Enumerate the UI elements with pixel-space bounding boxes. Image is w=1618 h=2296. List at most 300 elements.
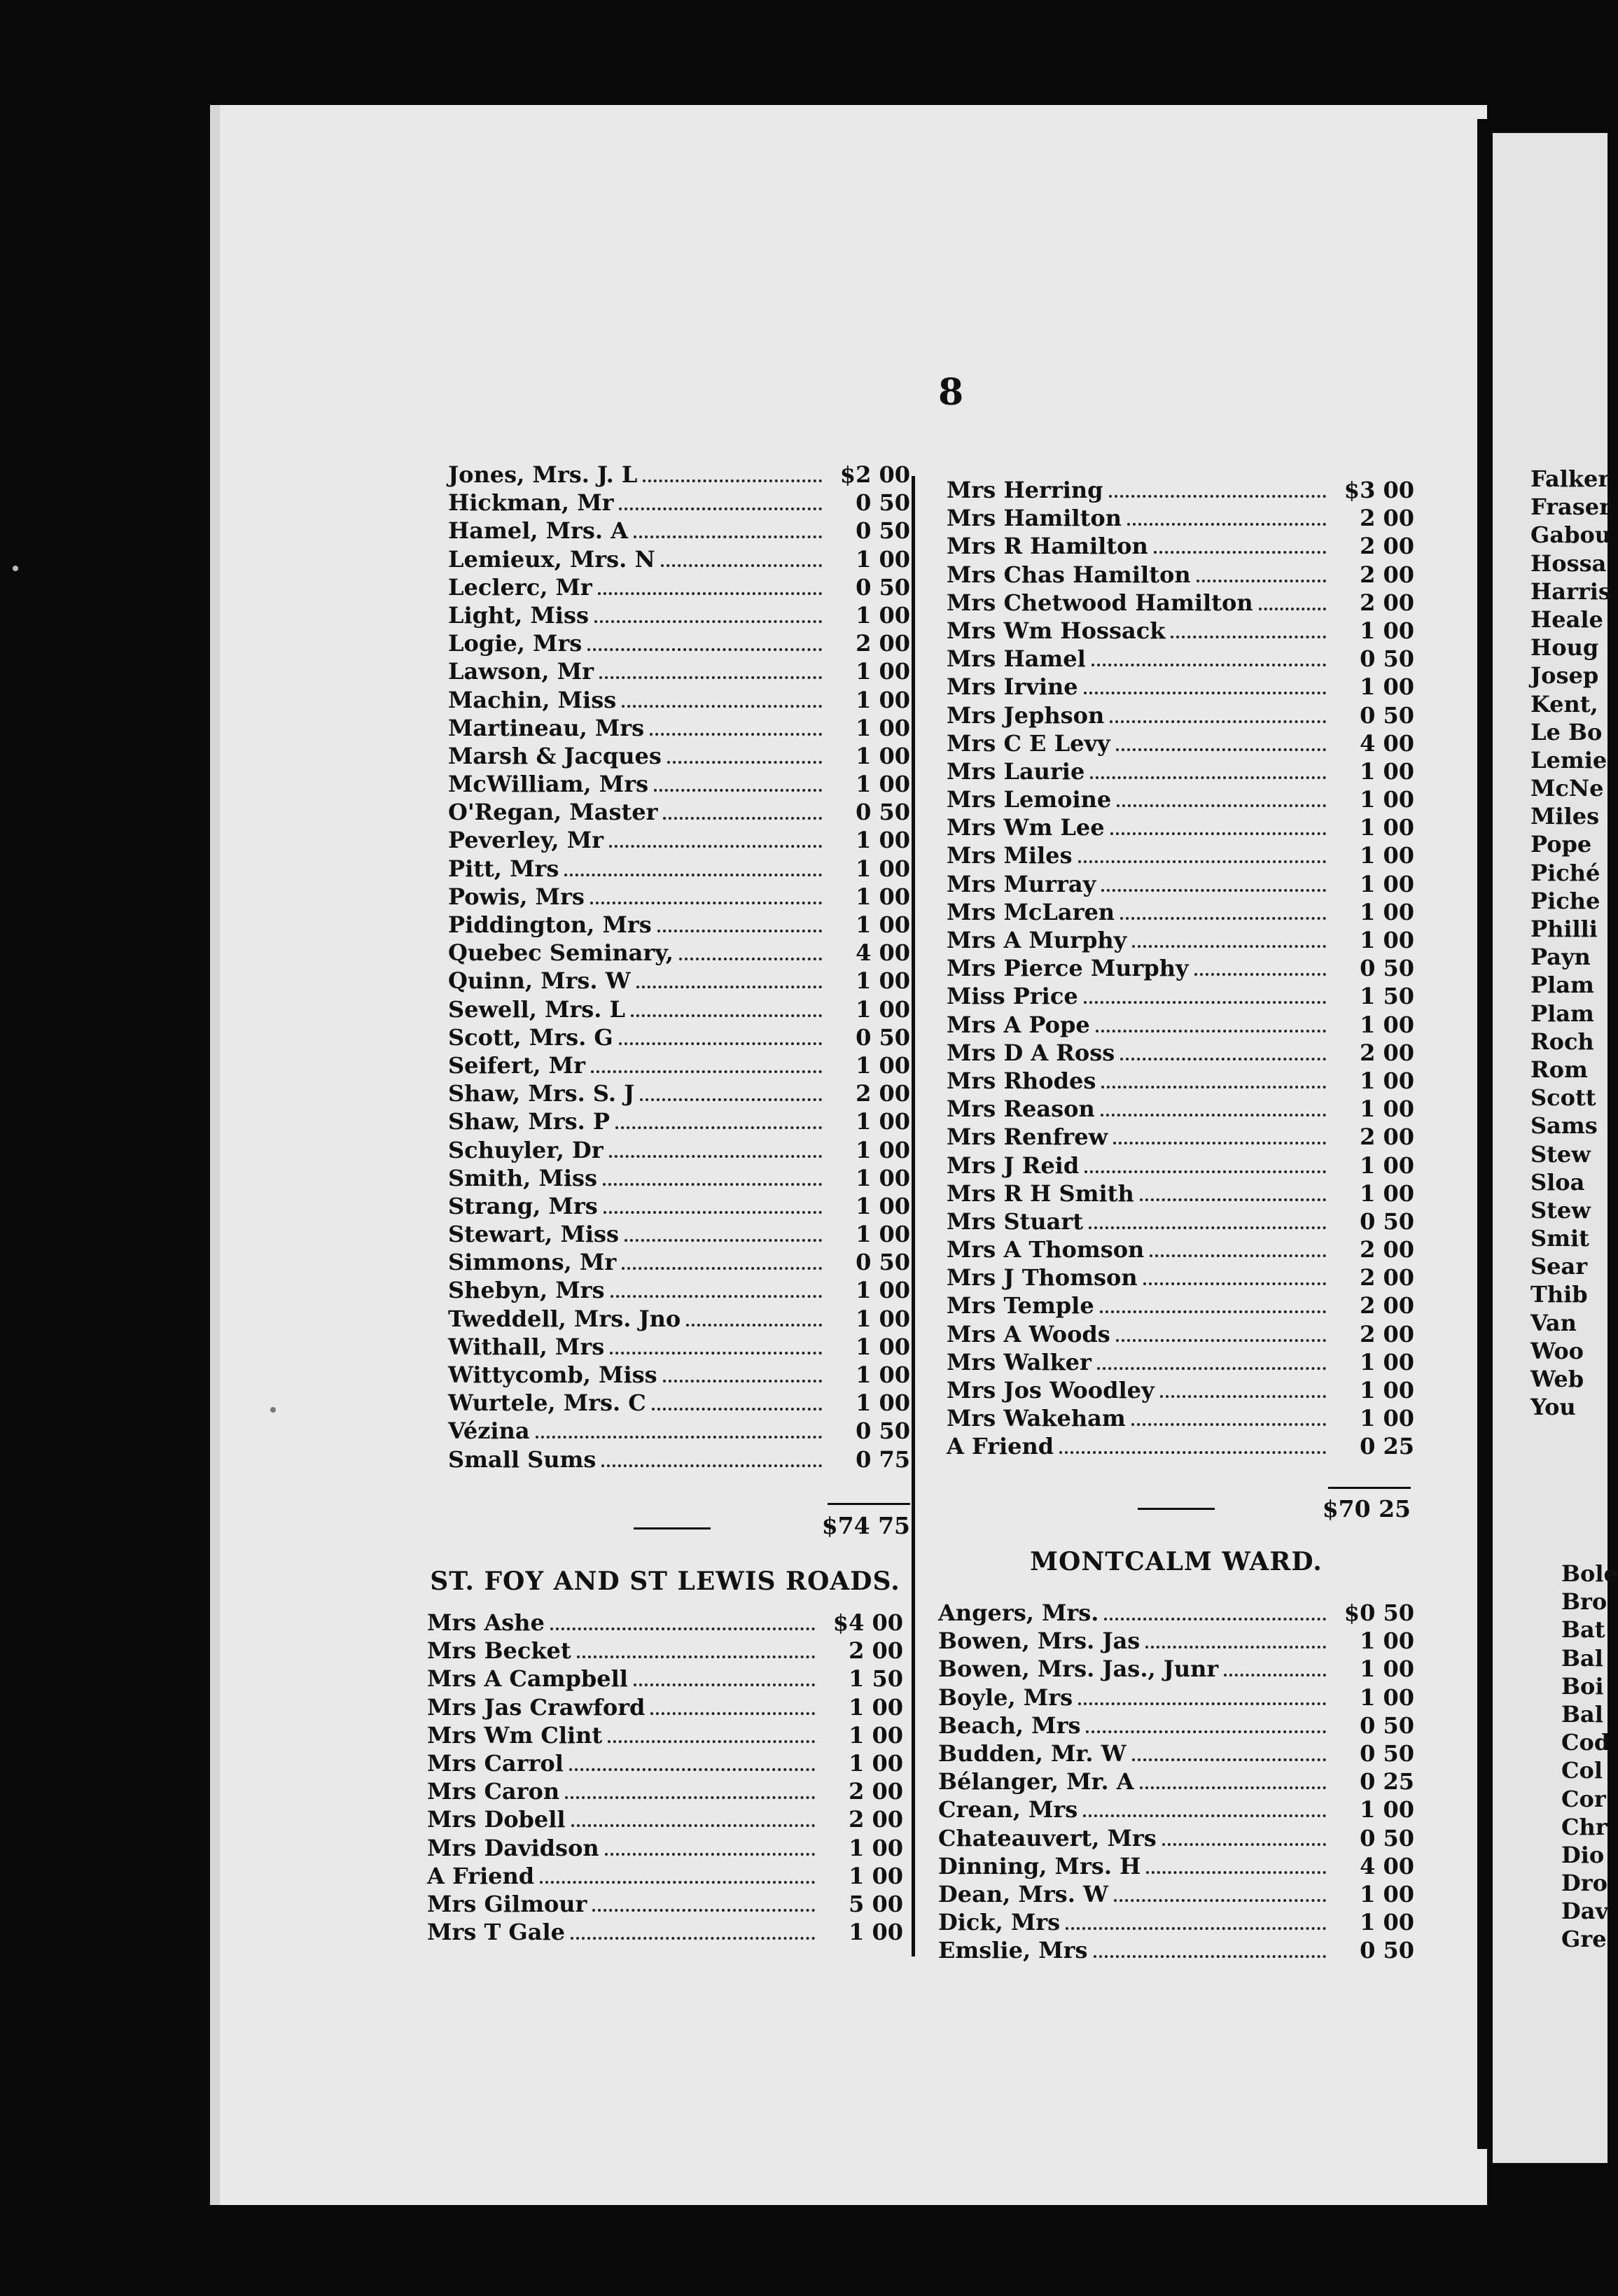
list-entry	[427, 1890, 903, 1918]
dot-leader	[643, 479, 822, 482]
dot-leader	[1197, 580, 1326, 582]
fragment-text: Piché	[1530, 859, 1600, 886]
entry-name: Withall, Mrs	[448, 1333, 605, 1360]
list-entry	[938, 1684, 1414, 1712]
fragment-entry	[1561, 1672, 1607, 1700]
entry-amount: 1 00	[1360, 757, 1414, 785]
entry-amount: 1 00	[1360, 927, 1414, 953]
fragment-text: Pope	[1530, 831, 1592, 858]
fragment-entry	[1530, 550, 1607, 578]
left-column-total: $74 75	[821, 1512, 910, 1539]
list-entry	[947, 926, 1414, 954]
entry-amount: 1 00	[1360, 617, 1414, 644]
dot-leader	[550, 1628, 815, 1630]
dot-leader	[1084, 1001, 1326, 1004]
page-number: 8	[938, 371, 964, 414]
entry-name: Smith, Miss	[448, 1164, 598, 1191]
fragment-text: Cor	[1561, 1785, 1606, 1812]
dot-leader	[634, 1684, 815, 1686]
dot-leader	[636, 986, 822, 988]
fragment-entry	[1530, 1393, 1607, 1421]
list-entry	[448, 573, 910, 601]
list-entry	[947, 785, 1414, 813]
entry-name: Mrs Gilmour	[427, 1890, 587, 1917]
list-entry	[427, 1721, 903, 1749]
dot-leader	[1114, 1899, 1326, 1902]
fragment-text: Le Bo	[1530, 718, 1603, 746]
entry-name: Mrs Davidson	[427, 1834, 599, 1861]
dot-leader	[594, 620, 822, 623]
list-entry	[448, 1192, 910, 1220]
entry-name: Lemieux, Mrs. N	[448, 545, 655, 573]
list-entry	[947, 532, 1414, 560]
page-gutter	[1477, 119, 1493, 2149]
entry-amount: 1 00	[1360, 1011, 1414, 1038]
entry-amount: 1 00	[856, 1192, 910, 1219]
dot-leader	[608, 1740, 815, 1743]
dot-leader	[1146, 1871, 1326, 1874]
fragment-entry	[1561, 1644, 1607, 1672]
entry-name: Shebyn, Mrs	[448, 1277, 605, 1304]
fragment-entry	[1530, 1309, 1607, 1337]
entry-name: Leclerc, Mr	[448, 573, 592, 601]
fragment-text: Miles	[1530, 803, 1600, 830]
right-column-total: $70 25	[1322, 1495, 1411, 1522]
list-entry	[947, 898, 1414, 926]
entry-amount: 2 00	[1360, 1320, 1414, 1348]
list-entry	[947, 1067, 1414, 1095]
list-entry	[448, 1446, 910, 1474]
list-entry	[448, 657, 910, 685]
dot-leader	[1194, 973, 1326, 976]
entry-name: Mrs A Campbell	[427, 1665, 628, 1693]
list-entry	[448, 601, 910, 629]
fragment-entry	[1530, 1252, 1607, 1280]
list-entry	[448, 714, 910, 742]
entry-name: Marsh & Jacques	[448, 742, 662, 769]
entry-amount: 1 00	[1360, 1880, 1414, 1907]
dot-leader	[603, 1183, 822, 1186]
entry-amount: 1 00	[856, 827, 910, 854]
fragment-entry	[1530, 1140, 1607, 1168]
list-entry	[947, 982, 1414, 1010]
entry-name: Bowen, Mrs. Jas., Junr	[938, 1656, 1219, 1683]
fragment-entry	[1530, 606, 1607, 634]
list-entry	[427, 1834, 903, 1862]
dot-leader	[622, 1267, 822, 1270]
entry-name: A Friend	[427, 1862, 535, 1889]
list-entry	[427, 1862, 903, 1890]
fragment-entry	[1530, 465, 1610, 493]
dot-leader	[1171, 636, 1326, 638]
dot-leader	[590, 902, 822, 904]
entry-name: Seifert, Mr	[448, 1051, 585, 1079]
entry-amount: 1 00	[1360, 673, 1414, 701]
entry-amount: 2 00	[1360, 1264, 1414, 1292]
left-total-rule	[828, 1503, 910, 1505]
fragment-text: Bat	[1561, 1616, 1605, 1644]
entry-name: Bélanger, Mr. A	[938, 1768, 1134, 1795]
entry-amount: 1 00	[1360, 1405, 1414, 1432]
fragment-entry	[1530, 971, 1607, 999]
entry-name: Mrs Caron	[427, 1778, 560, 1805]
fragment-text: Lemie	[1530, 746, 1607, 774]
fragment-entry	[1530, 915, 1607, 943]
entry-name: Mrs J Thomson	[947, 1264, 1138, 1292]
dot-leader	[1097, 1367, 1326, 1370]
list-entry	[448, 770, 910, 798]
entry-amount: 0 50	[856, 1023, 910, 1051]
fragment-text: Harris	[1530, 578, 1611, 605]
dot-leader	[652, 1408, 822, 1410]
list-entry	[947, 1208, 1414, 1236]
fragment-entry	[1530, 830, 1607, 858]
fragment-entry	[1530, 493, 1611, 521]
entry-name: Hamel, Mrs. A	[448, 517, 629, 545]
right-total-rule	[1328, 1487, 1411, 1489]
entry-amount: 2 00	[849, 1637, 903, 1665]
dot-leader	[571, 1824, 815, 1827]
entry-name: Powis, Mrs	[448, 883, 585, 910]
fragment-entry	[1530, 1337, 1607, 1365]
entry-name: Mrs Chas Hamilton	[947, 561, 1191, 588]
entry-amount: 1 00	[849, 1693, 903, 1721]
list-entry	[947, 1236, 1414, 1264]
list-entry	[448, 1248, 910, 1276]
entry-name: O'Regan, Master	[448, 799, 658, 826]
list-entry	[947, 589, 1414, 617]
list-entry	[947, 1264, 1414, 1292]
fragment-text: Dio	[1561, 1841, 1605, 1868]
dot-leader	[604, 1211, 822, 1214]
entry-name: Mrs R H Smith	[947, 1180, 1134, 1207]
dot-leader	[1143, 1282, 1326, 1285]
dot-leader	[1145, 1646, 1326, 1648]
entry-name: Mrs Chetwood Hamilton	[947, 589, 1253, 616]
dot-leader	[1131, 1423, 1326, 1426]
fragment-entry	[1530, 1224, 1607, 1252]
entry-amount: 2 00	[1360, 1292, 1414, 1320]
dot-leader	[1140, 1198, 1326, 1201]
dot-leader	[1101, 1114, 1326, 1116]
entry-amount: 1 00	[856, 1390, 910, 1417]
entry-amount: 1 00	[856, 1164, 910, 1191]
fragment-text: Houg	[1530, 634, 1599, 662]
entry-amount: 4 00	[856, 939, 910, 967]
fragment-text: Payn	[1530, 944, 1591, 971]
entry-amount: 1 00	[856, 1305, 910, 1332]
dot-leader	[663, 817, 822, 820]
entry-name: McWilliam, Mrs	[448, 771, 649, 798]
entry-name: Martineau, Mrs	[448, 714, 645, 741]
entry-amount: 2 00	[1360, 589, 1414, 616]
fragment-entry	[1561, 1588, 1607, 1616]
entry-amount: 1 00	[856, 995, 910, 1023]
dot-leader	[667, 761, 822, 764]
scan-speck	[270, 1407, 276, 1413]
list-entry	[947, 954, 1414, 982]
fragment-entry	[1561, 1616, 1607, 1644]
list-entry	[947, 476, 1414, 504]
dot-leader	[654, 789, 822, 792]
dot-leader	[1113, 1142, 1326, 1144]
entry-amount: 0 50	[1360, 1208, 1414, 1235]
list-entry	[448, 629, 910, 657]
entry-amount: 1 00	[856, 855, 910, 882]
entry-name: Tweddell, Mrs. Jno	[448, 1305, 681, 1332]
dot-leader	[1104, 1618, 1326, 1620]
entry-amount: 1 00	[849, 1749, 903, 1777]
dot-leader	[686, 1324, 822, 1326]
list-entry	[427, 1609, 903, 1637]
list-entry	[448, 1107, 910, 1135]
list-entry	[947, 617, 1414, 645]
entry-amount: 1 50	[1360, 983, 1414, 1010]
entry-name: Mrs A Thomson	[947, 1236, 1145, 1264]
entry-name: Mrs Jos Woodley	[947, 1377, 1155, 1404]
dot-leader	[1110, 720, 1326, 723]
list-entry	[448, 1023, 910, 1051]
dot-leader	[619, 1042, 822, 1045]
entry-name: Mrs Jas Crawford	[427, 1693, 646, 1721]
entry-amount: 1 00	[1360, 1067, 1414, 1094]
entry-name: Mrs Carrol	[427, 1749, 564, 1777]
dot-leader	[1259, 608, 1326, 610]
fragment-text: Web	[1530, 1366, 1584, 1392]
entry-name: Mrs T Gale	[427, 1919, 565, 1946]
entry-amount: 1 00	[856, 1333, 910, 1360]
entry-name: Crean, Mrs	[938, 1796, 1078, 1823]
entry-amount: 1 00	[1360, 898, 1414, 925]
fragment-entry	[1530, 943, 1607, 971]
entry-amount: 0 25	[1360, 1768, 1414, 1795]
entry-amount: 1 00	[856, 967, 910, 995]
entry-name: Mrs R Hamilton	[947, 533, 1148, 560]
entry-amount: 1 00	[856, 545, 910, 573]
entry-amount: 1 00	[1360, 870, 1414, 897]
list-entry	[938, 1880, 1414, 1908]
dot-leader	[1116, 748, 1326, 751]
fragment-entry	[1530, 634, 1607, 662]
dot-leader	[569, 1768, 815, 1771]
entry-name: Mrs Herring	[947, 477, 1103, 503]
list-entry	[448, 1417, 910, 1445]
entry-amount: 1 00	[849, 1721, 903, 1749]
fragment-entry	[1530, 859, 1607, 887]
fragment-text: Piche	[1530, 887, 1600, 914]
dot-leader	[1109, 495, 1326, 498]
fragment-text: Bole	[1561, 1560, 1618, 1587]
dot-leader	[1116, 1339, 1326, 1342]
entry-name: Dinning, Mrs. H	[938, 1852, 1141, 1879]
entry-name: Bowen, Mrs. Jas	[938, 1628, 1141, 1655]
list-entry	[947, 757, 1414, 785]
scan-speck	[13, 566, 18, 571]
fragment-text: Sear	[1530, 1253, 1588, 1280]
fragment-text: Bal	[1561, 1700, 1603, 1728]
fragment-entry	[1561, 1700, 1607, 1728]
entry-name: Lawson, Mr	[448, 658, 594, 685]
entry-amount: 1 00	[856, 1136, 910, 1163]
list-entry	[947, 1123, 1414, 1151]
fragment-text: Sloa	[1530, 1168, 1585, 1196]
entry-amount: 1 00	[1360, 1628, 1414, 1655]
entry-amount: 1 00	[856, 1108, 910, 1135]
entry-name: Vézina	[448, 1418, 530, 1445]
list-entry	[947, 1292, 1414, 1320]
list-entry	[448, 1079, 910, 1107]
list-entry	[947, 1011, 1414, 1039]
list-entry	[947, 729, 1414, 757]
entry-name: Mrs Irvine	[947, 673, 1078, 701]
fragment-entry	[1530, 1112, 1607, 1140]
entry-amount: $4 00	[832, 1609, 903, 1636]
list-entry	[938, 1768, 1414, 1795]
list-entry	[448, 939, 910, 967]
fragment-entry	[1530, 802, 1607, 830]
entry-amount: 1 00	[856, 1051, 910, 1079]
list-entry	[448, 798, 910, 826]
entry-name: Mrs Temple	[947, 1292, 1094, 1320]
entry-name: Boyle, Mrs	[938, 1684, 1073, 1711]
entry-name: Dean, Mrs. W	[938, 1880, 1108, 1907]
dot-leader	[610, 1352, 822, 1354]
entry-name: Mrs J Reid	[947, 1152, 1080, 1179]
list-entry	[947, 645, 1414, 673]
dot-leader	[1120, 917, 1326, 920]
dot-leader	[611, 1295, 822, 1298]
entry-name: Wurtele, Mrs. C	[448, 1390, 646, 1417]
entry-amount: 1 00	[856, 911, 910, 938]
list-entry	[448, 686, 910, 714]
list-entry	[448, 1164, 910, 1192]
fragment-text: Van	[1530, 1309, 1577, 1336]
dot-leader	[1117, 804, 1326, 807]
list-entry	[448, 826, 910, 854]
fragment-entry	[1530, 1056, 1607, 1084]
list-entry	[448, 1136, 910, 1164]
dot-leader	[1078, 1702, 1326, 1705]
dot-leader	[592, 1909, 815, 1912]
entry-name: Mrs Becket	[427, 1637, 571, 1665]
left-short-rule	[634, 1527, 711, 1530]
fragment-entry	[1561, 1897, 1607, 1925]
entry-amount: 0 50	[856, 1418, 910, 1445]
fragment-text: Cod	[1561, 1729, 1610, 1756]
dot-leader	[1086, 1730, 1326, 1733]
entry-amount: 1 00	[1360, 1796, 1414, 1823]
entry-name: Quinn, Mrs. W	[448, 967, 631, 995]
entry-amount: 0 50	[856, 1249, 910, 1276]
list-entry	[938, 1908, 1414, 1936]
dot-leader	[615, 1126, 822, 1129]
entry-amount: 1 00	[1360, 814, 1414, 841]
fragment-text: Boi	[1561, 1672, 1604, 1700]
right-column-list	[947, 476, 1414, 1461]
list-entry	[947, 1152, 1414, 1180]
entry-amount: 1 00	[1360, 1348, 1414, 1376]
entry-amount: 0 50	[856, 573, 910, 601]
dot-leader	[1224, 1674, 1326, 1676]
entry-name: Mrs A Woods	[947, 1320, 1110, 1348]
entry-name: Peverley, Mr	[448, 827, 604, 854]
fragment-text: Dro	[1561, 1870, 1607, 1897]
list-entry	[947, 1320, 1414, 1348]
entry-amount: 1 00	[856, 771, 910, 798]
list-entry	[448, 742, 910, 770]
fragment-text: Gabou	[1530, 522, 1612, 549]
entry-name: Beach, Mrs	[938, 1712, 1081, 1739]
entry-amount: 0 50	[1360, 1824, 1414, 1851]
fragment-entry	[1530, 1084, 1607, 1112]
entry-name: Mrs Miles	[947, 842, 1073, 869]
fragment-text: McNe	[1530, 775, 1604, 802]
dot-leader	[1101, 1086, 1326, 1088]
entry-name: Chateauvert, Mrs	[938, 1824, 1157, 1851]
entry-name: Hickman, Mr	[448, 489, 614, 517]
dot-leader	[1120, 1058, 1326, 1060]
list-entry	[938, 1795, 1414, 1823]
dot-leader	[1092, 664, 1326, 666]
fragment-text: Plam	[1530, 1000, 1594, 1027]
entry-amount: 0 50	[1360, 1712, 1414, 1739]
fragment-text: Hossa	[1530, 550, 1607, 577]
fragment-entry	[1530, 690, 1607, 718]
entry-amount: 1 00	[856, 686, 910, 713]
fragment-text: Thib	[1530, 1281, 1588, 1308]
dot-leader	[1078, 860, 1326, 863]
fragment-entry	[1530, 521, 1612, 549]
fragment-text: Falker	[1530, 465, 1610, 492]
entry-amount: $0 50	[1344, 1600, 1414, 1626]
fragment-entry	[1530, 718, 1607, 746]
fragment-text: Scott	[1530, 1084, 1596, 1112]
fragment-entry	[1530, 1168, 1607, 1196]
list-entry	[448, 1305, 910, 1333]
fragment-text: Plam	[1530, 972, 1594, 999]
entry-amount: 0 50	[1360, 645, 1414, 673]
entry-name: Shaw, Mrs. P	[448, 1108, 610, 1135]
fragment-text: Sams	[1530, 1112, 1598, 1140]
fragment-entry	[1561, 1756, 1607, 1784]
list-entry	[947, 1180, 1414, 1208]
dot-leader	[1132, 1758, 1326, 1761]
montcalm-heading: MONTCALM WARD.	[1030, 1547, 1323, 1576]
dot-leader	[1160, 1395, 1326, 1398]
fragment-text: Heale	[1530, 606, 1603, 633]
dot-leader	[536, 1436, 822, 1438]
entry-name: Stewart, Miss	[448, 1221, 620, 1248]
entry-name: Mrs Murray	[947, 870, 1096, 897]
list-entry	[938, 1599, 1414, 1627]
entry-amount: 0 75	[856, 1446, 910, 1473]
list-entry	[947, 701, 1414, 729]
fragment-text: Woo	[1530, 1337, 1584, 1364]
entry-name: Mrs C E Levy	[947, 729, 1110, 757]
entry-amount: 2 00	[849, 1806, 903, 1833]
list-entry	[427, 1637, 903, 1665]
entry-name: Mrs Wm Lee	[947, 814, 1105, 841]
next-page-fragment-lower	[1561, 1560, 1618, 1954]
entry-amount: 1 00	[856, 658, 910, 685]
entry-amount: 1 00	[849, 1862, 903, 1889]
dot-leader	[1083, 1814, 1326, 1817]
list-entry	[947, 1432, 1414, 1460]
dot-leader	[679, 958, 822, 960]
dot-leader	[634, 536, 822, 538]
entry-name: Sewell, Mrs. L	[448, 995, 626, 1023]
entry-amount: 2 00	[856, 1080, 910, 1107]
